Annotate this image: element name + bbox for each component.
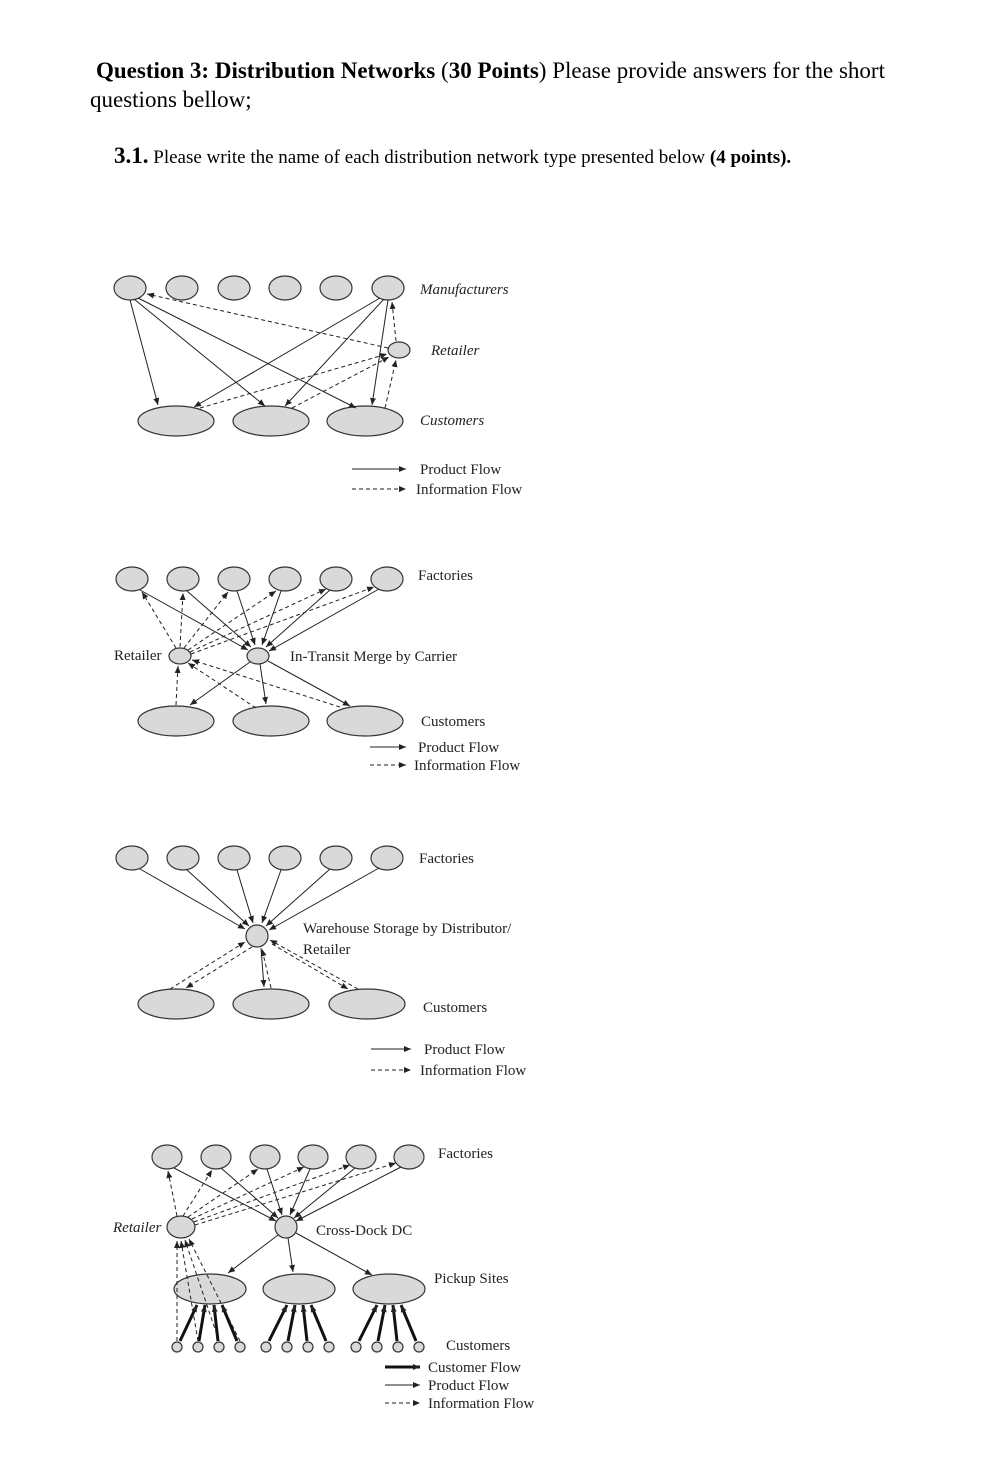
manufacturer-node [166,276,198,300]
customers-label: Customers [423,1000,488,1016]
customer-node [303,1342,313,1352]
factory-node [394,1145,424,1169]
customer-node [138,706,214,736]
diagram-4-cross-dock [112,1145,534,1412]
factory-node [116,846,148,870]
manufacturer-node [218,276,250,300]
retailer-node [388,342,410,358]
legend-customer-flow: Customer Flow [428,1360,521,1376]
factory-nodes [152,1145,424,1169]
manufacturer-nodes [114,276,404,300]
customer-node [372,1342,382,1352]
factory-node [320,567,352,591]
factory-node [167,846,199,870]
factory-nodes [116,567,403,591]
diagram-3-warehouse-storage [116,846,526,1079]
factory-node [152,1145,182,1169]
customer-node [282,1342,292,1352]
retailer-node [167,1216,195,1238]
information-flow-lines [147,294,396,408]
factory-node [218,846,250,870]
pickup-site-nodes [174,1274,425,1304]
warehouse-label-line1: Warehouse Storage by Distributor/ [303,921,512,937]
customers-label: Customers [421,714,486,730]
pickup-sites-label: Pickup Sites [434,1271,509,1287]
customers-label: Customers [420,413,485,429]
factory-nodes [116,846,403,870]
customer-nodes [138,989,405,1019]
legend-information-flow: Information Flow [416,482,523,498]
factory-node [269,567,301,591]
customer-nodes [172,1342,424,1352]
merge-node [247,648,269,664]
factories-label: Factories [419,851,474,867]
factory-node [201,1145,231,1169]
factories-label: Factories [418,568,473,584]
customer-node [329,989,405,1019]
customer-nodes [138,706,403,736]
diagram-2-in-transit-merge [114,567,520,774]
customer-node [324,1342,334,1352]
question-title: Question 3: Distribution Networks [96,58,436,83]
manufacturer-node [269,276,301,300]
warehouse-label-line2: Retailer [303,942,351,958]
legend-product-flow: Product Flow [424,1042,506,1058]
subquestion-points: (4 points). [709,147,792,168]
customer-node [351,1342,361,1352]
legend [370,740,520,774]
customers-label: Customers [446,1338,511,1354]
manufacturers-label: Manufacturers [420,282,509,298]
pickup-site-node [353,1274,425,1304]
pickup-site-node [174,1274,246,1304]
question-text-line2: questions bellow; [90,87,252,112]
customer-node [233,989,309,1019]
legend [352,462,522,498]
points-open: ( [435,58,449,83]
factory-node [346,1145,376,1169]
legend [385,1360,534,1412]
customer-nodes [138,406,403,436]
legend-product-flow: Product Flow [420,462,502,478]
factory-node [116,567,148,591]
factory-node [371,567,403,591]
legend-product-flow: Product Flow [428,1378,510,1394]
legend-information-flow: Information Flow [420,1063,527,1079]
factory-node [167,567,199,591]
retailer-node [169,648,191,664]
merge-label: In-Transit Merge by Carrier [290,649,458,665]
customer-node [393,1342,403,1352]
retailer-label: Retailer [431,343,480,359]
customer-node [327,706,403,736]
customer-node [233,406,309,436]
factory-node [371,846,403,870]
factories-label: Factories [438,1146,493,1162]
customer-node [235,1342,245,1352]
diagram-1-drop-ship [114,276,522,498]
manufacturer-node [372,276,404,300]
crossdock-label: Cross-Dock DC [316,1223,413,1239]
factory-node [250,1145,280,1169]
customer-node [172,1342,182,1352]
retailer-label: Retailer [113,1220,162,1236]
customer-node [414,1342,424,1352]
question-text-line1: Please provide answers for the short [552,58,885,83]
customer-node [327,406,403,436]
manufacturer-node [114,276,146,300]
customer-node [214,1342,224,1352]
legend-product-flow: Product Flow [418,740,500,756]
subquestion-text: Please write the name of each distribution network type presented below [148,147,710,168]
retailer-label: Retailer [114,648,162,664]
points-close: ) [538,58,553,83]
customer-node [138,406,214,436]
subquestion-number: 3.1. [114,143,149,168]
customer-node [233,706,309,736]
factory-node [320,846,352,870]
legend-information-flow: Information Flow [414,758,521,774]
warehouse-node [246,925,268,947]
question-points: 30 Points [448,58,539,83]
legend [371,1042,526,1079]
factory-node [269,846,301,870]
legend-information-flow: Information Flow [428,1396,535,1412]
factory-node [218,567,250,591]
manufacturer-node [320,276,352,300]
customer-flow-lines [180,1305,416,1341]
pickup-site-node [263,1274,335,1304]
crossdock-node [275,1216,297,1238]
customer-node [193,1342,203,1352]
customer-node [261,1342,271,1352]
customer-node [138,989,214,1019]
product-flow-lines [130,298,388,408]
factory-node [298,1145,328,1169]
